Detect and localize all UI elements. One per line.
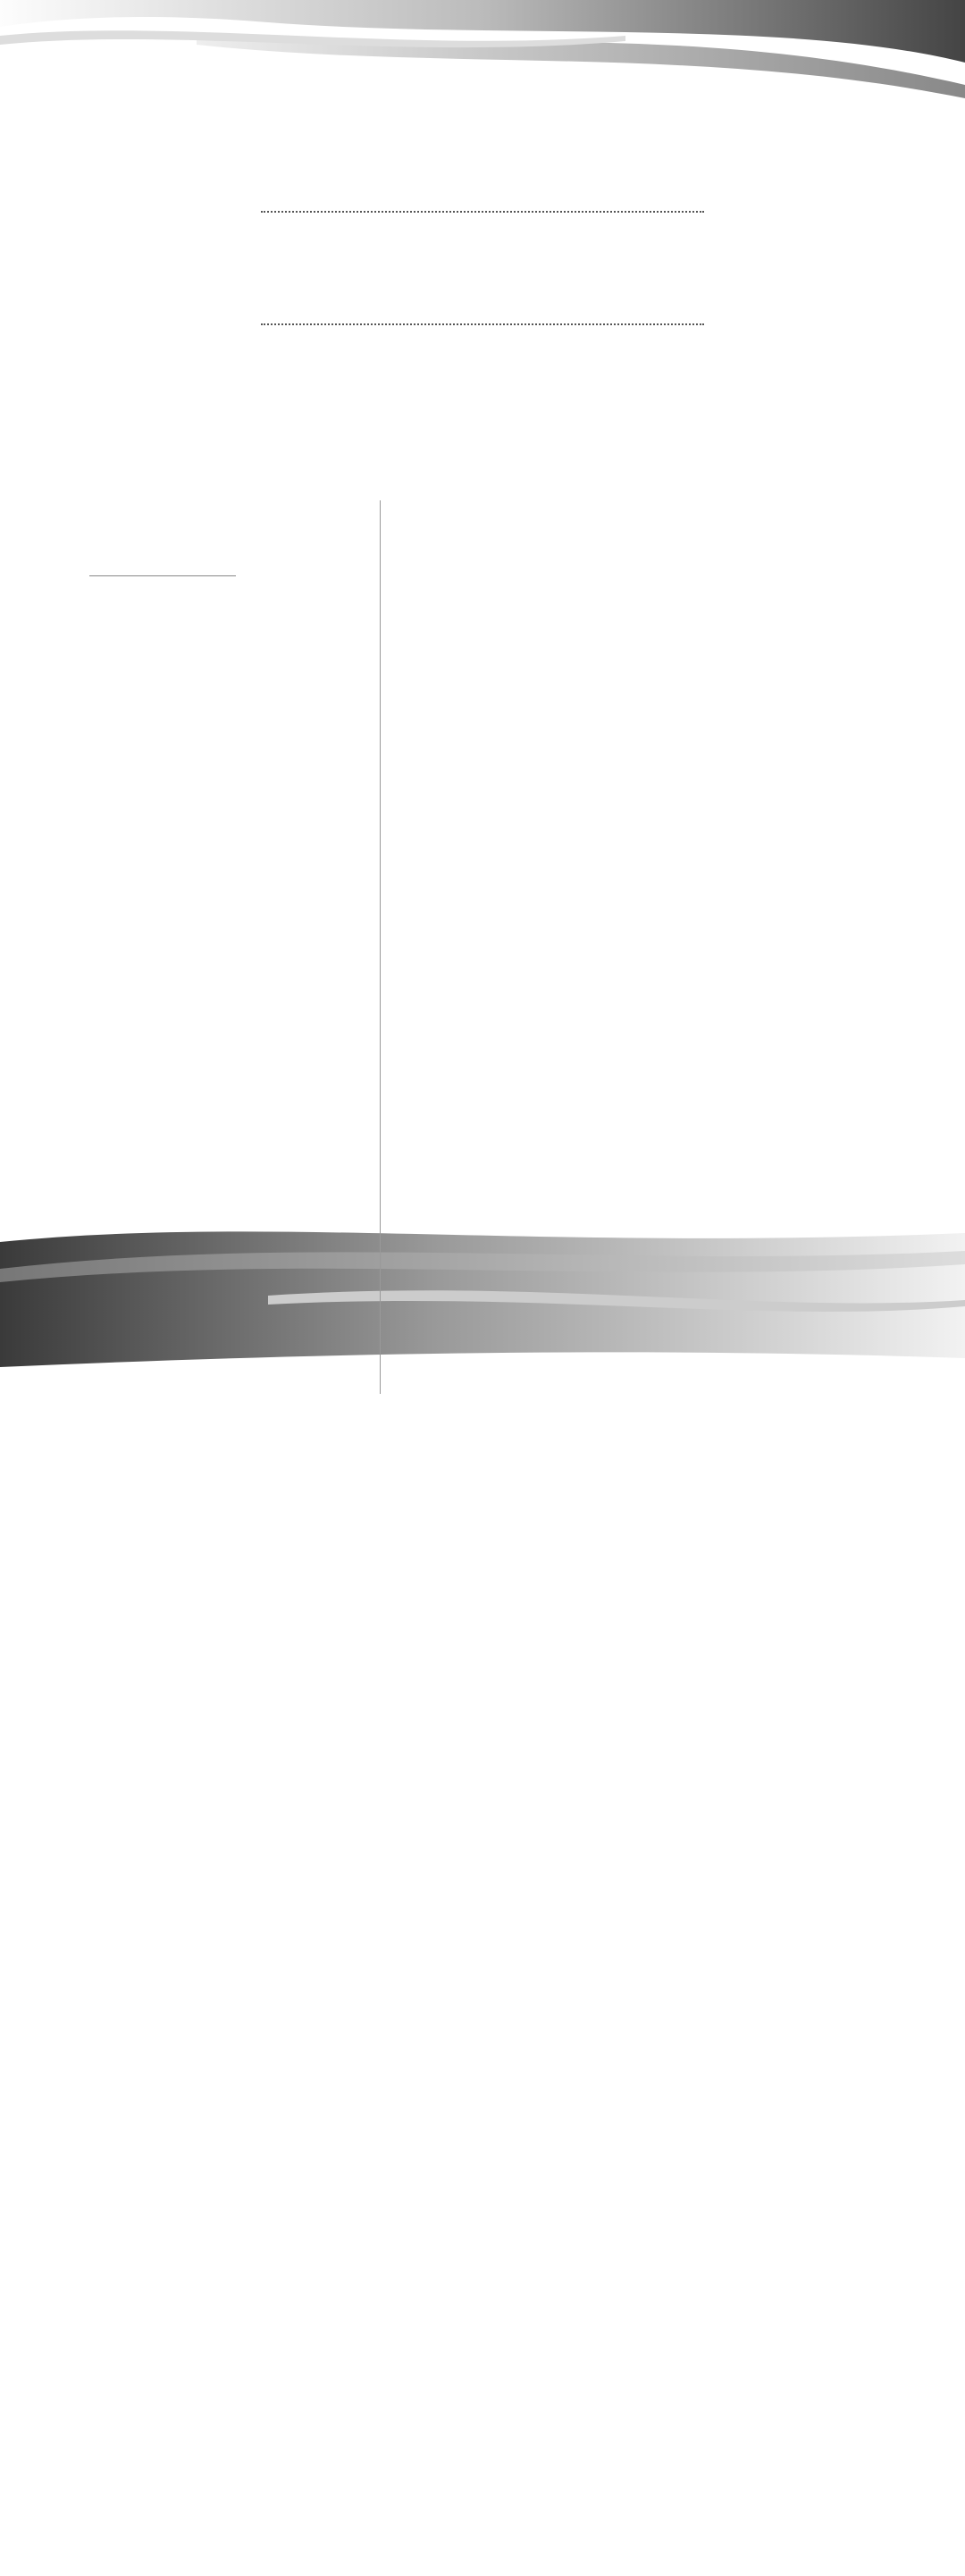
column-divider bbox=[380, 500, 381, 1394]
divider bbox=[261, 211, 704, 213]
divider bbox=[89, 575, 236, 576]
bottom-decoration bbox=[0, 1215, 965, 1376]
slogan-line bbox=[0, 150, 965, 169]
divider bbox=[261, 323, 704, 325]
top-decoration bbox=[0, 0, 965, 107]
